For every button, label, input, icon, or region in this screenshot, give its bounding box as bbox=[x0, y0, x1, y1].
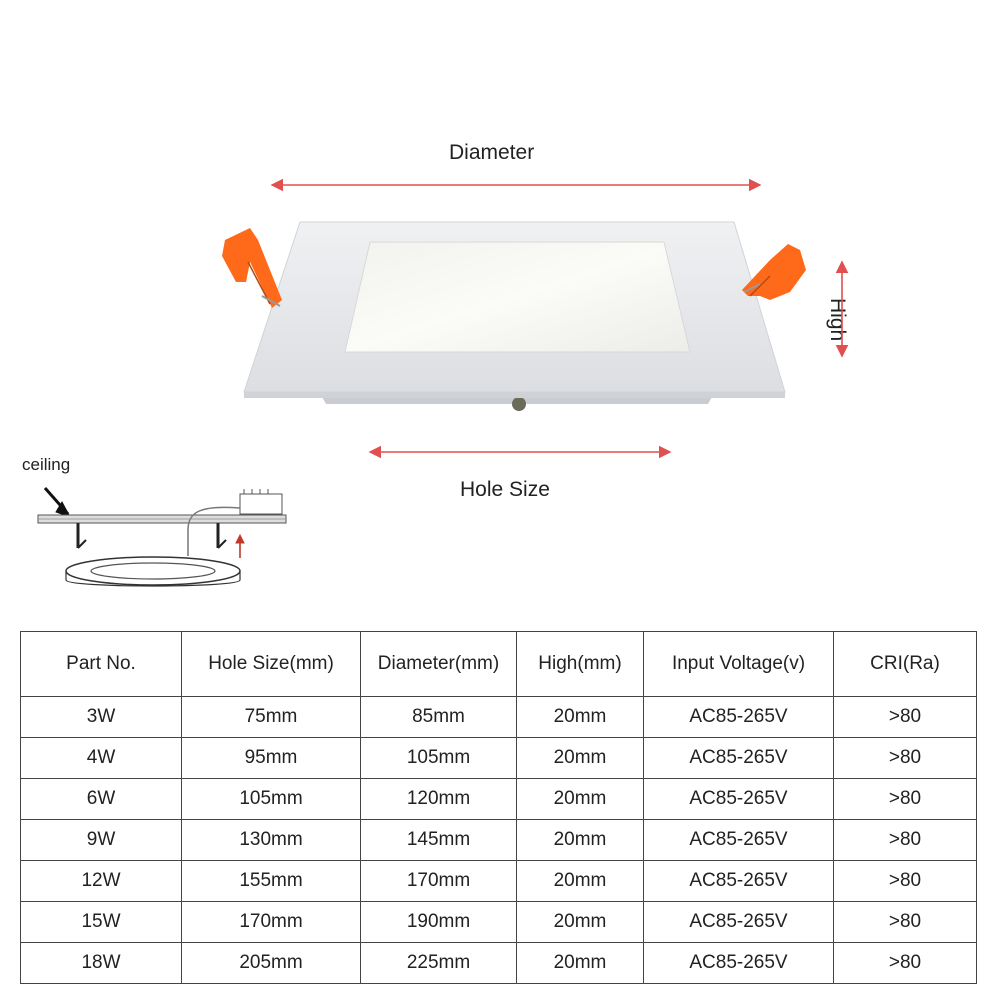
cell-part-no: 9W bbox=[21, 820, 182, 861]
cell-cri: >80 bbox=[834, 943, 977, 984]
cell-cri: >80 bbox=[834, 820, 977, 861]
cell-input-voltage: AC85-265V bbox=[644, 820, 834, 861]
high-label: High bbox=[826, 298, 849, 342]
cell-part-no: 6W bbox=[21, 779, 182, 820]
cell-high: 20mm bbox=[517, 820, 644, 861]
table-row bbox=[21, 820, 977, 861]
cell-part-no: 15W bbox=[21, 902, 182, 943]
connector bbox=[512, 397, 526, 411]
cell-cri: >80 bbox=[834, 902, 977, 943]
driver-box bbox=[240, 494, 282, 514]
cell-cri: >80 bbox=[834, 738, 977, 779]
hole-size-label: Hole Size bbox=[460, 478, 550, 501]
light-fixture-outline bbox=[66, 557, 240, 585]
cell-part-no: 12W bbox=[21, 861, 182, 902]
header-input-voltage: Input Voltage(v) bbox=[644, 632, 834, 697]
cell-hole-size: 105mm bbox=[182, 779, 361, 820]
header-hole-size: Hole Size(mm) bbox=[182, 632, 361, 697]
cell-hole-size: 130mm bbox=[182, 820, 361, 861]
cell-input-voltage: AC85-265V bbox=[644, 861, 834, 902]
cell-high: 20mm bbox=[517, 738, 644, 779]
table-header-row bbox=[21, 632, 977, 697]
cell-input-voltage: AC85-265V bbox=[644, 697, 834, 738]
cell-high: 20mm bbox=[517, 861, 644, 902]
header-cri: CRI(Ra) bbox=[834, 632, 977, 697]
cell-cri: >80 bbox=[834, 779, 977, 820]
cell-diameter: 190mm bbox=[361, 902, 517, 943]
cell-hole-size: 170mm bbox=[182, 902, 361, 943]
ceiling-label: ceiling bbox=[22, 455, 71, 474]
cell-part-no: 3W bbox=[21, 697, 182, 738]
cell-input-voltage: AC85-265V bbox=[644, 779, 834, 820]
cell-diameter: 85mm bbox=[361, 697, 517, 738]
cell-part-no: 18W bbox=[21, 943, 182, 984]
cell-diameter: 225mm bbox=[361, 943, 517, 984]
cell-cri: >80 bbox=[834, 697, 977, 738]
cell-input-voltage: AC85-265V bbox=[644, 943, 834, 984]
header-part-no: Part No. bbox=[21, 632, 182, 697]
cell-diameter: 145mm bbox=[361, 820, 517, 861]
cell-cri: >80 bbox=[834, 861, 977, 902]
cell-input-voltage: AC85-265V bbox=[644, 902, 834, 943]
cell-part-no: 4W bbox=[21, 738, 182, 779]
cell-diameter: 120mm bbox=[361, 779, 517, 820]
panel-bevel bbox=[244, 392, 785, 398]
table-row bbox=[21, 902, 977, 943]
cell-diameter: 105mm bbox=[361, 738, 517, 779]
header-diameter: Diameter(mm) bbox=[361, 632, 517, 697]
ceiling-installation-diagram bbox=[38, 488, 286, 586]
cell-high: 20mm bbox=[517, 902, 644, 943]
cell-diameter: 170mm bbox=[361, 861, 517, 902]
cell-hole-size: 155mm bbox=[182, 861, 361, 902]
table-row bbox=[21, 738, 977, 779]
table-row bbox=[21, 697, 977, 738]
spec-table bbox=[20, 631, 977, 984]
right-clip-icon bbox=[742, 244, 806, 300]
diffuser bbox=[345, 242, 690, 352]
header-high: High(mm) bbox=[517, 632, 644, 697]
diameter-label: Diameter bbox=[449, 141, 535, 164]
cell-hole-size: 205mm bbox=[182, 943, 361, 984]
cell-hole-size: 75mm bbox=[182, 697, 361, 738]
table-row bbox=[21, 943, 977, 984]
cell-high: 20mm bbox=[517, 779, 644, 820]
table-row bbox=[21, 861, 977, 902]
cell-input-voltage: AC85-265V bbox=[644, 738, 834, 779]
table-row bbox=[21, 779, 977, 820]
cell-high: 20mm bbox=[517, 943, 644, 984]
cell-hole-size: 95mm bbox=[182, 738, 361, 779]
left-clip-icon bbox=[222, 228, 282, 308]
cell-high: 20mm bbox=[517, 697, 644, 738]
